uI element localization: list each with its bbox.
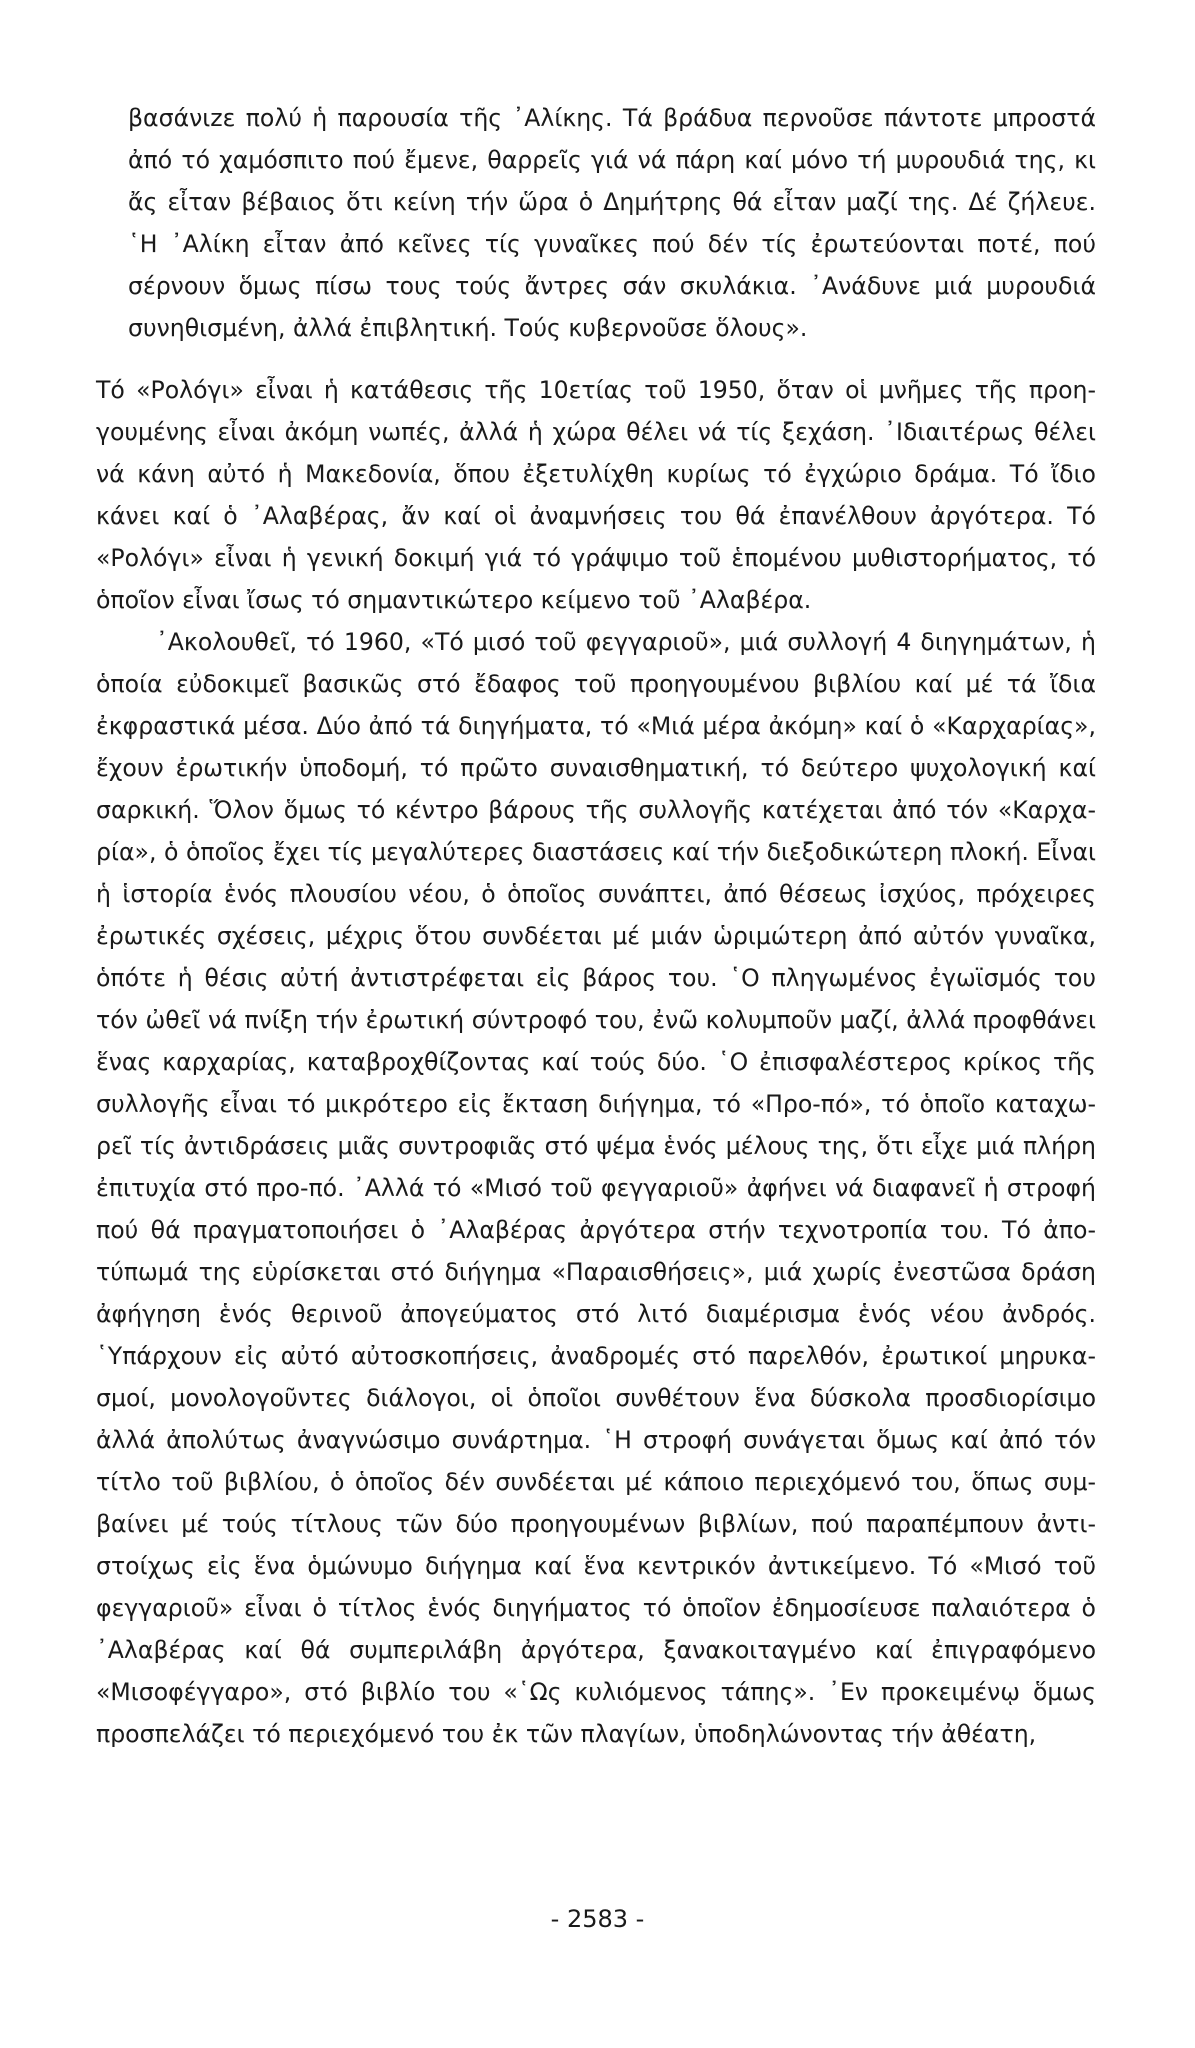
quote-block	[128, 97, 1096, 349]
paragraph-2: ᾿Ακολουθεῖ, τό 1960, «Τό μισό τοῦ φεγγαριοῦ», μιά συλλογή 4 διηγημάτων, ἡ ὁποία εὐδοκιμεῖ βασικῶς στό ἔδαφος τοῦ προηγουμένου βιβλίου καί μέ τά ἴδια ἐκφραστικά μέσα. Δύο ἀπό τά διηγήματα, τό «Μιά μέρα ἀκόμη» καί ὁ «Καρχαρίας», ἔχουν ἐρωτικήν ὑποδομή, τό πρῶτο συναισθηματική, τό δεύτερο ψυχολογική καί σαρκική. Ὅλον ὅμως τό κέντρο βάρους τῆς συλλογῆς κατέχεται ἀπό τόν «Καρχαρία», ὁ ὁποῖος ἔχει τίς μεγαλύτερες διαστάσεις καί τήν διεξοδικώτερη πλοκή. Εἶναι ἡ ἱστορία ἑνός πλουσίου νέου, ὁ ὁποῖος συνάπτει, ἀπό θέσεως ἰσχύος, πρόχειρες ἐρωτικές σχέσεις, μέχρις ὅτου συνδέεται μέ μιάν ὡριμώτερη ἀπό αὐτόν γυναῖκα, ὁπότε ἡ θέσις αὐτή ἀντιστρέφεται εἰς βάρος του. ῾Ο πληγωμένος ἐγωϊσμός του τόν ὠθεῖ νά πνίξη τήν ἐρωτική σύντροφό του, ἐνῶ κολυμποῦν μαζί, ἀλλά προφθάνει ἕνας καρχαρίας, καταβροχθίζοντας καί τούς δύο. ῾Ο ἐπισφαλέστερος κρίκος τῆς συλλογῆς εἶναι τό μικρότερο εἰς ἔκταση διήγημα, τό «Προ-πό», τό ὁποῖο καταχωρεῖ τίς ἀντιδράσεις μιᾶς συντροφιᾶς στό ψέμα ἑνός μέλους της, ὅτι εἶχε μιά πλήρη ἐπιτυχία στό προ-πό. ᾿Αλλά τό «Μισό τοῦ φεγγαριοῦ» ἀφήνει νά διαφανεῖ ἡ στροφή πού θά πραγματοποιήσει ὁ ᾿Αλαβέρας ἀργότερα στήν τεχνοτροπία του. Τό ἀποτύπωμά της εὑρίσκεται στό διήγημα «Παραισθήσεις», μιά χωρίς ἐνεστῶσα δράση ἀφήγηση ἑνός θερινοῦ ἀπογεύματος στό λιτό διαμέρισμα ἑνός νέου ἀνδρός. ῾Υπάρχουν εἰς αὐτό αὐτοσκοπήσεις, ἀναδρομές στό παρελθόν, ἐρωτικοί μηρυκασμοί, μονολογοῦντες διάλογοι, οἱ ὁποῖοι συνθέτουν ἕνα δύσκολα προσδιορίσιμο ἀλλά ἀπολύτως ἀναγνώσιμο συνάρτημα. ῾Η στροφή συνάγεται ὅμως καί ἀπό τόν τίτλο τοῦ βιβλίου, ὁ ὁποῖος δέν συνδέεται μέ κάποιο περιεχόμενό του, ὅπως συμβαίνει μέ τούς τίτλους τῶν δύο προηγουμένων βιβλίων, πού παραπέμπουν ἀντιστοίχως εἰς ἕνα ὁμώνυμο διήγημα καί ἕνα κεντρικόν ἀντικείμενο. Τό «Μισό τοῦ φεγγαριοῦ» εἶναι ὁ τίτλος ἑνός διηγήματος τό ὁποῖον ἐδημοσίευσε παλαιότερα ὁ ᾿Αλαβέρας καί θά συμπεριλάβη ἀργότερα, ξανακοιταγμένο καί ἐπιγραφόμενο «Μισοφέγγαρο», στό βιβλίο του «῾Ως κυλιόμενος τάπης». ᾿Εν προκειμένῳ ὅμως προσπελάζει τό περιεχόμενό του ἐκ τῶν πλαγίων, ὑποδηλώνοντας τήν ἀθέατη,	[96, 628, 1096, 1748]
page-number: - 2583 -	[550, 1905, 645, 1933]
body-text	[96, 369, 1096, 1755]
quote-paragraph: βασάνιzε πολύ ἡ παρουσία τῆς ᾿Αλίκης. Τά βράδυα περνοῦσε πάντοτε μπροστά ἀπό τό χαμόσπιτο πού ἔμενε, θαρρεῖς γιά νά πάρη καί μόνο τή μυρουδιά της, κι ἄς εἶταν βέβαιος ὅτι κείνη τήν ὥρα ὁ Δημήτρης θά εἶταν μαζί της. Δέ ζήλευε. ῾Η ᾿Αλίκη εἶταν ἀπό κεῖνες τίς γυναῖκες πού δέν τίς ἐρωτεύονται ποτέ, πού σέρνουν ὅμως πίσω τους τούς ἄντρες σάν σκυλάκια. ᾿Ανάδυνε μιά μυρουδιά συνηθισμένη, ἀλλά ἐπιβλητική. Τούς κυβερνοῦσε ὅλους».	[128, 104, 1096, 342]
paragraph-1: Τό «Ρολόγι» εἶναι ἡ κατάθεσις τῆς 10ετίας τοῦ 1950, ὅταν οἱ μνῆμες τῆς προηγουμένης εἶναι ἀκόμη νωπές, ἀλλά ἡ χώρα θέλει νά τίς ξεχάση. ᾿Ιδιαιτέρως θέλει νά κάνη αὐτό ἡ Μακεδονία, ὅπου ἐξετυλίχθη κυρίως τό ἐγχώριο δράμα. Τό ἴδιο κάνει καί ὁ ᾿Αλαβέρας, ἄν καί οἱ ἀναμνήσεις του θά ἐπανέλθουν ἀργότερα. Τό «Ρολόγι» εἶναι ἡ γενική δοκιμή γιά τό γράψιμο τοῦ ἑπομένου μυθιστορήματος, τό ὁποῖον εἶναι ἴσως τό σημαντικώτερο κείμενο τοῦ ᾿Αλαβέρα.	[96, 376, 1096, 614]
